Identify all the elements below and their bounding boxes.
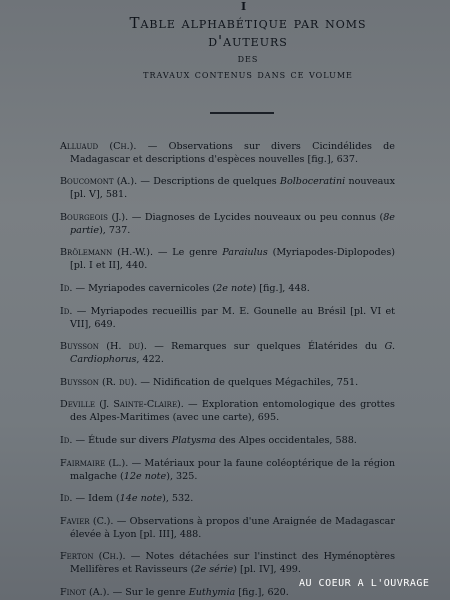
index-entry	[60, 398, 395, 424]
entry-text: — Nidification de quelques Mégachiles, 751.	[137, 376, 359, 388]
entry-italic-text: Euthymia	[188, 586, 236, 598]
entry-text: — Matériaux pour la faune coléoptérique de la région malgache (	[70, 457, 396, 482]
index-entry	[60, 282, 395, 295]
author-index-list	[60, 130, 395, 600]
entry-italic-text: Paraiulus	[222, 247, 268, 259]
entry-text: — Observations à propos d'une Araignée de Madagascar élevée à Lyon [pl. III], 488.	[70, 515, 395, 540]
page-title	[88, 14, 408, 68]
entry-text: ), 737.	[99, 224, 131, 236]
entry-author: Boucomont (A.).	[60, 176, 138, 188]
entry-author: Id.	[60, 282, 73, 294]
entry-author: Id.	[60, 493, 73, 505]
entry-text: ), 532.	[162, 493, 194, 505]
entry-author: Buysson (R. du).	[60, 376, 138, 388]
entry-author: Ferton (Ch.).	[60, 551, 126, 563]
entry-text: — Myriapodes cavernicoles (	[72, 282, 217, 294]
index-entry	[60, 140, 395, 166]
index-entry	[60, 434, 395, 447]
entry-text: — Remarques sur quelques Élatérides du	[146, 341, 385, 353]
title-divider	[210, 112, 274, 114]
entry-italic-text: 2e série	[194, 564, 234, 576]
index-entry	[60, 376, 395, 389]
index-entry	[60, 246, 395, 272]
entry-author: Finot (A.).	[60, 586, 110, 598]
entry-italic-text: 2e note	[216, 282, 253, 294]
page-number: I	[241, 0, 247, 13]
entry-italic-text: 12e note	[123, 470, 167, 482]
entry-text: nouveaux [pl. V], 581.	[70, 176, 395, 201]
watermark: AU COEUR A L'OUVRAGE	[299, 578, 430, 589]
entry-author: Fairmaire (L.).	[60, 457, 129, 469]
entry-italic-text: 14e note	[119, 493, 163, 505]
index-entry	[60, 457, 395, 483]
entry-text: , 422.	[136, 354, 164, 366]
entry-author: Id.	[60, 305, 73, 317]
entry-text: — Sur le genre	[109, 586, 189, 598]
entry-text: ) [fig.], 448.	[252, 282, 310, 294]
entry-author: Deville (J. Sainte-Claire).	[60, 399, 184, 411]
index-entry	[60, 305, 395, 331]
index-entry	[60, 550, 395, 576]
index-entry	[60, 340, 395, 366]
index-entry	[60, 492, 395, 505]
entry-text: — Observations sur divers Cicindélides de Madagascar et descriptions d'espèces nouvelles [fig.], 637.	[70, 140, 395, 165]
entry-author: Bourgeois (J.).	[60, 211, 129, 223]
entry-text: — Notes détachées sur l'instinct des Hyménoptères Mellifères et Ravisseurs (	[70, 551, 395, 576]
entry-text: — Étude sur divers	[72, 434, 172, 446]
title-line-2: des	[237, 52, 259, 65]
entry-italic-text: 8e partie	[70, 211, 395, 236]
entry-author: Buysson (H. du).	[60, 341, 147, 353]
entry-italic-text: Platysma	[171, 434, 216, 446]
entry-author: Brölemann (H.-W.).	[60, 247, 154, 259]
index-entry	[60, 515, 395, 541]
entry-author: Favier (C.).	[60, 515, 114, 527]
entry-author: Alluaud (Ch.).	[60, 140, 137, 152]
entry-text: — Le genre	[153, 247, 223, 259]
page-subtitle: travaux contenus dans ce volume	[143, 68, 353, 81]
entry-author: Id.	[60, 434, 73, 446]
entry-text: ) [pl. IV], 499.	[233, 564, 301, 576]
entry-text: (Myriapodes-Diplopodes) [pl. I et II], 440.	[70, 247, 395, 272]
title-line-1: Table alphabétique par noms d'auteurs	[129, 14, 367, 50]
index-entry	[60, 211, 395, 237]
entry-italic-text: G. Cardiophorus	[70, 341, 395, 366]
entry-italic-text: Bolboceratini	[279, 176, 346, 188]
entry-text: — Exploration entomologique des grottes des Alpes-Maritimes (avec une carte), 695.	[70, 399, 395, 424]
entry-text: des Alpes occidentales, 588.	[215, 434, 357, 446]
entry-text: — Descriptions de quelques	[137, 176, 280, 188]
entry-text: — Idem (	[72, 493, 120, 505]
entry-text: ), 325.	[166, 470, 198, 482]
entry-text: — Diagnoses de Lycides nouveaux ou peu connus (	[128, 211, 384, 223]
entry-text: — Myriapodes recueillis par M. E. Gounelle au Brésil [pl. VI et VII], 649.	[70, 305, 395, 330]
entry-text: [fig.], 620.	[235, 586, 289, 598]
index-entry	[60, 175, 395, 201]
